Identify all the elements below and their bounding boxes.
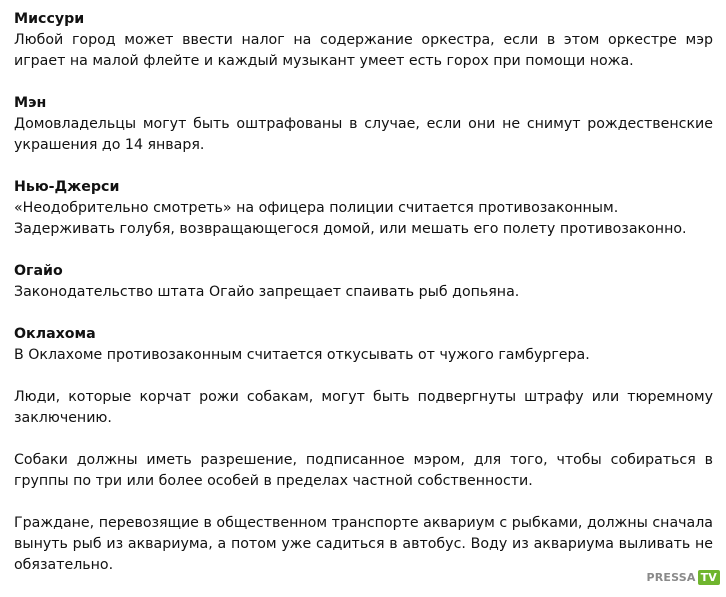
section-paragraph: Любой город может ввести налог на содержание оркестра, если в этом оркестре мэр играет на малой флейте и каждый музыкант умеет есть горох при помощи ножа. xyxy=(14,32,713,69)
document-body xyxy=(14,9,713,597)
section-ohio xyxy=(14,261,713,303)
section-paragraph: Граждане, перевозящие в общественном транспорте аквариум с рыбками, должны сначала вынуть рыб из аквариума, а потом уже садиться в автобус. Воду из аквариума выливать не обязательно. xyxy=(14,515,713,573)
section-paragraph: Задерживать голубя, возвращающегося домой, или мешать его полету противозаконно. xyxy=(14,221,687,237)
section-missouri xyxy=(14,9,713,72)
watermark-tv-badge: TV xyxy=(698,570,720,585)
section-paragraph: В Оклахоме противозаконным считается откусывать от чужого гамбургера. xyxy=(14,347,590,363)
pressa-tv-watermark xyxy=(646,570,720,585)
section-heading: Нью-Джерси xyxy=(14,179,120,195)
section-paragraph: Собаки должны иметь разрешение, подписанное мэром, для того, чтобы собираться в группы по три или более особей в пределах частной собственности. xyxy=(14,452,713,489)
section-heading: Оклахома xyxy=(14,326,96,342)
section-paragraph: Законодательство штата Огайо запрещает спаивать рыб допьяна. xyxy=(14,284,520,300)
watermark-text: PRESSA xyxy=(646,571,696,584)
section-heading: Мэн xyxy=(14,95,47,111)
section-paragraph: «Неодобрительно смотреть» на офицера полиции считается противозаконным. xyxy=(14,200,619,216)
section-new-jersey xyxy=(14,177,713,240)
section-paragraph: Домовладельцы могут быть оштрафованы в случае, если они не снимут рождественские украшения до 14 января. xyxy=(14,116,713,153)
section-heading: Миссури xyxy=(14,11,85,27)
section-oklahoma xyxy=(14,324,713,576)
section-paragraph: Люди, которые корчат рожи собакам, могут быть подвергнуты штрафу или тюремному заключению. xyxy=(14,389,713,426)
section-maine xyxy=(14,93,713,156)
section-heading: Огайо xyxy=(14,263,63,279)
